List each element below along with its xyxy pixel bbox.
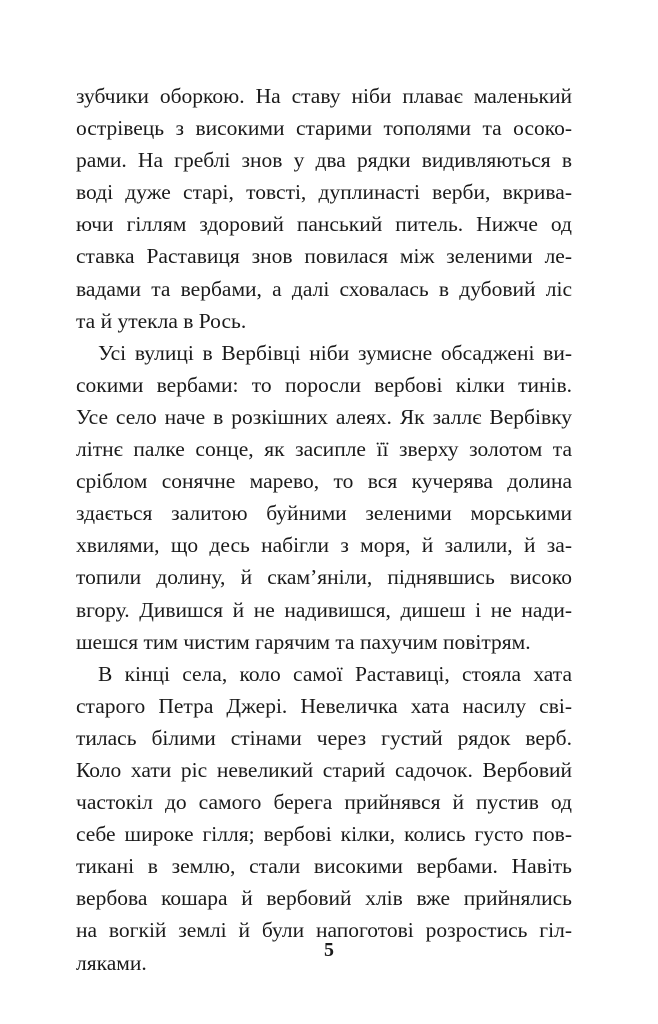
- text-line: тикані в землю, стали високими вербами. Навіть: [76, 854, 572, 879]
- text-line: зубчики оборкою. На ставу ніби плаває маленький: [76, 84, 572, 108]
- text-line: літнє палке сонце, як засипле її зверху золотом та: [76, 437, 572, 462]
- text-line: шешся тим чистим гарячим та пахучим повітрям.: [76, 629, 531, 654]
- text-line: воді дуже старі, товсті, дуплинасті верби, вкрива-: [76, 180, 572, 205]
- text-line: вгору. Дивишся й не надивишся, дишеш і не нади-: [76, 597, 572, 622]
- text-line: ляками.: [76, 950, 147, 975]
- text-line: тилась білими стінами через густий рядок верб.: [76, 725, 572, 750]
- text-line: хвилями, що десь набігли з моря, й залили, й за-: [76, 533, 572, 558]
- text-line: себе широке гілля; вербові кілки, колись густо пов-: [76, 822, 572, 847]
- page-number: 5: [324, 939, 334, 961]
- text-line: топили долину, й скам’яніли, піднявшись високо: [76, 565, 572, 590]
- text-line: сріблом сонячне марево, то вся кучерява долина: [76, 469, 572, 494]
- text-line: сокими вербами: то поросли вербові кілки тинів.: [76, 372, 572, 397]
- text-line: В кінці села, коло самої Раставиці, стояла хата: [98, 661, 572, 686]
- text-line: на вогкій землі й були напоготові розростись гіл-: [76, 918, 572, 943]
- text-line: Усе село наче в розкішних алеях. Як заллє Вербівку: [76, 404, 572, 429]
- text-line: частокіл до самого берега прийнявся й пустив од: [76, 790, 572, 815]
- body-text: [76, 80, 572, 979]
- text-line: рами. На греблі знов у два рядки видивляються в: [76, 148, 572, 173]
- text-line: ючи гіллям здоровий панський питель. Нижче од: [76, 212, 572, 237]
- text-line: вадами та вербами, а далі сховалась в дубовий ліс: [76, 276, 572, 301]
- paragraph-2: [76, 337, 572, 658]
- text-line: ставка Раставиця знов повилася між зеленими ле-: [76, 244, 572, 269]
- paragraph-3: [76, 658, 572, 979]
- text-line: старого Петра Джері. Невеличка хата насилу сві-: [76, 693, 572, 718]
- text-line: вербова кошара й вербовий хлів вже прийнялись: [76, 886, 572, 911]
- text-line: здається залитою буйними зеленими морськими: [76, 501, 572, 526]
- text-line: та й утекла в Рось.: [76, 308, 247, 333]
- text-line: Усі вулиці в Вербівці ніби зумисне обсаджені ви-: [98, 340, 572, 365]
- paragraph-1: [76, 80, 572, 337]
- text-line: острівець з високими старими тополями та осоко-: [76, 116, 572, 141]
- text-line: Коло хати ріс невеликий старий садочок. Вербовий: [76, 757, 572, 782]
